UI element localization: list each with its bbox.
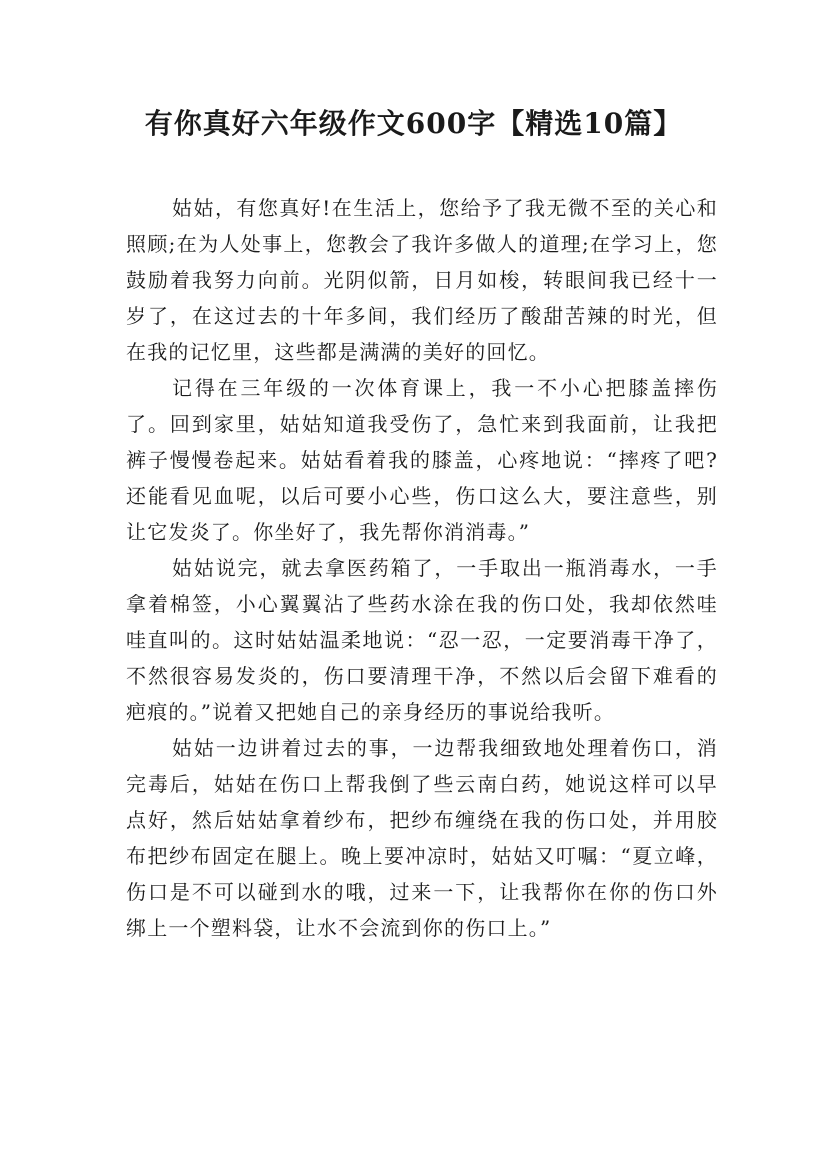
paragraph-1: 姑姑，有您真好!在生活上，您给予了我无微不至的关心和照顾;在为人处事上，您教会了我许多做人的道理;在学习上，您鼓励着我努力向前。光阴似箭，日月如梭，转眼间我已经十一岁了，在这过去的十年多间，我们经历了酸甜苦辣的时光，但在我的记忆里，这些都是满满的美好的回忆。 — [126, 196, 718, 364]
paragraph-4: 姑姑一边讲着过去的事，一边帮我细致地处理着伤口，消完毒后，姑姑在伤口上帮我倒了些云南白药，她说这样可以早点好，然后姑姑拿着纱布，把纱布缠绕在我的伤口处，并用胶布把纱布固定在腿上。晚上要冲凉时，姑姑又叮嘱：“夏立峰，伤口是不可以碰到水的哦，过来一下，让我帮你在你的伤口外绑上一个塑料袋，让水不会流到你的伤口上。” — [126, 736, 718, 940]
paragraph-2: 记得在三年级的一次体育课上，我一不小心把膝盖摔伤了。回到家里，姑姑知道我受伤了，急忙来到我面前，让我把裤子慢慢卷起来。姑姑看着我的膝盖，心疼地说：“摔疼了吧?还能看见血呢，以后可要小心些，伤口这么大，要注意些，别让它发炎了。你坐好了，我先帮你消消毒。” — [126, 376, 718, 544]
essay-body — [126, 190, 718, 946]
paragraph-3: 姑姑说完，就去拿医药箱了，一手取出一瓶消毒水，一手拿着棉签，小心翼翼沾了些药水涂在我的伤口处，我却依然哇哇直叫的。这时姑姑温柔地说：“忍一忍，一定要消毒干净了，不然很容易发炎的，伤口要清理干净，不然以后会留下难看的疤痕的。”说着又把她自己的亲身经历的事说给我听。 — [126, 556, 718, 724]
document-title: 有你真好六年级作文600字【精选10篇】 — [144, 107, 683, 140]
